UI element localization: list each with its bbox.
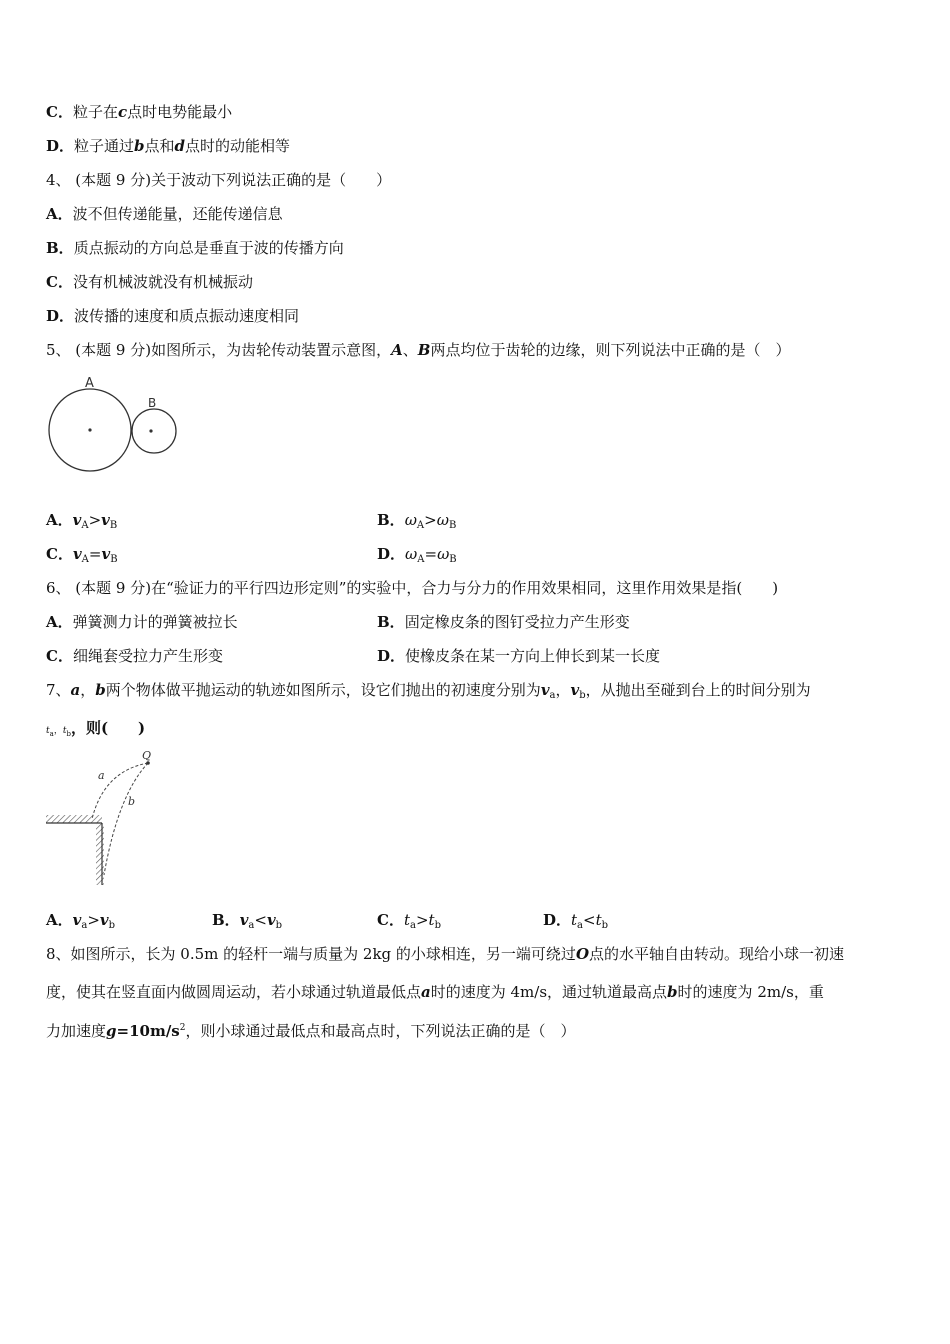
- projectile-diagram: [44, 745, 174, 890]
- label-q: Q: [142, 749, 152, 762]
- gear-label-b: B: [148, 396, 157, 410]
- gear-a-center: [88, 428, 91, 431]
- q7-option-b: B．$v_a<v_b$: [212, 911, 283, 931]
- q7-option-c: C．$t_a>t_b$: [377, 911, 441, 931]
- q4-option-a: A．波不但传递能量，还能传递信息: [46, 205, 283, 223]
- label-b: b: [128, 795, 136, 808]
- q5-option-c: C．$v_A=v_B$: [46, 545, 118, 565]
- q7-option-a: A．$v_a>v_b$: [46, 911, 116, 931]
- gear-b-center: [149, 429, 152, 432]
- q5-option-a: A．$v_A>v_B$: [46, 511, 118, 531]
- platform-top-hatch: [46, 815, 102, 823]
- trajectory-b: [104, 763, 148, 875]
- q6-option-c: C．细绳套受拉力产生形变: [46, 647, 223, 665]
- gear-b-circle: [132, 409, 176, 453]
- wall-hatch: [96, 823, 104, 885]
- q5-option-b: B．$\omega_A>\omega_B$: [377, 511, 457, 531]
- q5-option-d: D．$\omega_A=\omega_B$: [377, 545, 457, 565]
- q4-option-d: D．波传播的速度和质点振动速度相同: [46, 307, 300, 325]
- q7-stem-line2: $t_a$，$t_b$，则( ): [46, 719, 146, 738]
- q4-stem: 4、 (本题 9 分)关于波动下列说法正确的是（ ）: [46, 171, 392, 189]
- q8-line1: 8、如图所示，长为 0.5m 的轻杆一端与质量为 2kg 的小球相连，另一端可绕过O点的水平轴自由转动。现给小球一初速: [46, 945, 845, 963]
- q3-option-d: D．粒子通过b点和d点时的动能相等: [46, 137, 291, 155]
- gear-label-a: A: [85, 376, 94, 391]
- q3-option-c: C．粒子在c点时电势能最小: [46, 103, 233, 121]
- q5-stem: 5、 (本题 9 分)如图所示，为齿轮传动装置示意图，A、B两点均位于齿轮的边缘，则下列说法中正确的是（ ）: [46, 341, 791, 359]
- q4-option-c: C．没有机械波就没有机械振动: [46, 273, 253, 291]
- q4-option-b: B．质点振动的方向总是垂直于波的传播方向: [46, 239, 344, 257]
- label-a: a: [98, 769, 105, 782]
- q7-option-d: D．$t_a<t_b$: [543, 911, 609, 931]
- q8-line2: 度，使其在竖直面内做圆周运动，若小球通过轨道最低点a时的速度为 4m/s，通过轨道最高点b时的速度为 2m/s，重: [46, 983, 824, 1001]
- q6-stem: 6、 (本题 9 分)在“验证力的平行四边形定则”的实验中，合力与分力的作用效果相同，这里作用效果是指( ): [46, 579, 779, 597]
- q7-stem-line1: 7、a，b两个物体做平抛运动的轨迹如图所示，设它们抛出的初速度分别为$v_a$，$v_b$，从抛出至碰到台上的时间分别为: [46, 681, 811, 701]
- q6-option-a: A．弹簧测力计的弹簧被拉长: [46, 613, 238, 631]
- q6-option-d: D．使橡皮条在某一方向上伸长到某一长度: [377, 647, 661, 665]
- gear-diagram: [44, 372, 184, 482]
- q8-line3: 力加速度$g=10m/s^2$，则小球通过最低点和最高点时，下列说法正确的是（ ）: [46, 1022, 576, 1040]
- q6-option-b: B．固定橡皮条的图钉受拉力产生形变: [377, 613, 630, 631]
